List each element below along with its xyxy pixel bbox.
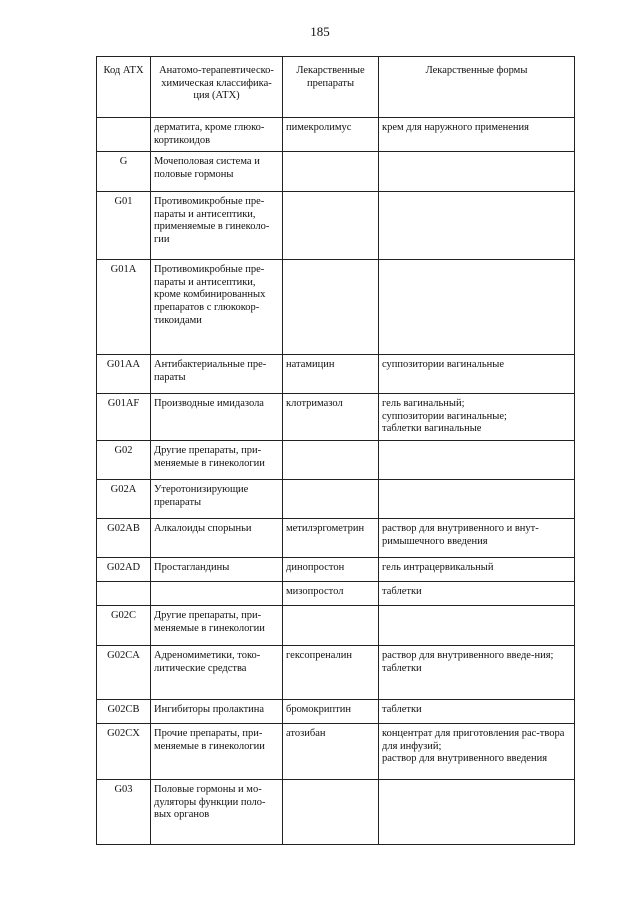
dosage-form-item: концентрат для приготовления рас-твора для инфузий; [382, 728, 565, 752]
dosage-form-cell [379, 606, 575, 646]
dosage-form-cell [379, 394, 575, 441]
drug-cell: метилэргометрин [283, 519, 379, 558]
dosage-form-cell [379, 724, 575, 780]
drug-cell: мизопростол [283, 582, 379, 606]
header-drugs: Лекарственные препараты [283, 57, 379, 118]
classification-cell [151, 582, 283, 606]
drug-cell [283, 606, 379, 646]
atc-code-cell [97, 582, 151, 606]
dosage-form-cell [379, 582, 575, 606]
dosage-form-item: суппозитории вагинальные [382, 359, 504, 371]
table-row [97, 480, 575, 519]
dosage-form-cell [379, 355, 575, 394]
table-row [97, 260, 575, 355]
drug-cell [283, 152, 379, 192]
table-row [97, 441, 575, 480]
header-atc-code: Код АТХ [97, 57, 151, 118]
classification-cell: Половые гормоны и мо-дуляторы функции поло-вых органов [151, 780, 283, 845]
classification-cell: Производные имидазола [151, 394, 283, 441]
table-row [97, 355, 575, 394]
table-row [97, 192, 575, 260]
dosage-form-cell [379, 519, 575, 558]
header-dosage-forms: Лекарственные формы [379, 57, 575, 118]
dosage-form-item: крем для наружного применения [382, 122, 530, 133]
dosage-form-item: суппозитории вагинальные; [382, 410, 507, 422]
table-row [97, 519, 575, 558]
drug-cell: динопростон [283, 558, 379, 582]
table-row [97, 152, 575, 192]
atc-code-cell: G03 [97, 780, 151, 845]
classification-cell: Адреномиметики, токо-литические средства [151, 646, 283, 700]
table-row [97, 606, 575, 646]
classification-cell: Алкалоиды спорыньи [151, 519, 283, 558]
dosage-form-item: таблетки [382, 704, 422, 716]
dosage-form-item: таблетки [382, 662, 422, 674]
atc-code-cell: G02AB [97, 519, 151, 558]
classification-cell: Простагландины [151, 558, 283, 582]
drug-cell: бромокриптин [283, 700, 379, 724]
dosage-form-item: таблетки вагинальные [382, 423, 482, 435]
page-number: 185 [310, 24, 330, 39]
dosage-form-cell [379, 441, 575, 480]
drug-cell: пимекролимус [283, 118, 379, 152]
dosage-form-item: раствор для внутривенного и внут-римышечного введения [382, 523, 539, 547]
atc-code-cell: G02CX [97, 724, 151, 780]
dosage-form-cell [379, 118, 575, 152]
atc-code-cell: G02CA [97, 646, 151, 700]
drug-cell [283, 780, 379, 845]
classification-cell: Мочеполовая система и половые гормоны [151, 152, 283, 192]
atc-code-cell: G02CB [97, 700, 151, 724]
classification-cell: Прочие препараты, при-меняемые в гинекологии [151, 724, 283, 780]
table-row [97, 582, 575, 606]
classification-cell: Антибактериальные пре-параты [151, 355, 283, 394]
drug-cell: клотримазол [283, 394, 379, 441]
table-row [97, 394, 575, 441]
drug-cell [283, 441, 379, 480]
dosage-form-cell [379, 780, 575, 845]
dosage-form-item: раствор для внутривенного введения [382, 753, 548, 765]
atc-code-cell: G [97, 152, 151, 192]
dosage-form-item: гель интрацервикальный [382, 562, 494, 574]
classification-cell: Утеротонизирующие препараты [151, 480, 283, 519]
atc-code-cell: G02A [97, 480, 151, 519]
atc-code-cell: G01 [97, 192, 151, 260]
atc-code-cell: G01A [97, 260, 151, 355]
classification-cell: Противомикробные пре-параты и антисептики, применяемые в гинеколо-гии [151, 192, 283, 260]
classification-cell: Другие препараты, при-меняемые в гинекологии [151, 606, 283, 646]
table-row [97, 646, 575, 700]
table-row [97, 118, 575, 152]
table-row [97, 700, 575, 724]
table-row [97, 558, 575, 582]
drug-cell [283, 192, 379, 260]
atc-code-cell: G01AA [97, 355, 151, 394]
dosage-form-item: таблетки [382, 586, 422, 598]
classification-cell: дерматита, кроме глюко-кортикоидов [151, 118, 283, 152]
dosage-form-cell [379, 152, 575, 192]
table-row [97, 780, 575, 845]
drug-cell [283, 480, 379, 519]
drug-cell: натамицин [283, 355, 379, 394]
atc-code-cell [97, 118, 151, 152]
table-row [97, 724, 575, 780]
dosage-form-cell [379, 646, 575, 700]
drug-cell [283, 260, 379, 355]
classification-cell: Противомикробные пре-параты и антисептики, кроме комбинированных препаратов с глюкокор-тикоидами [151, 260, 283, 355]
drug-cell: атозибан [283, 724, 379, 780]
header-atc-classification: Анатомо-терапевтическо-химическая классифика-ция (АТХ) [151, 57, 283, 118]
dosage-form-item: гель вагинальный; [382, 398, 465, 410]
dosage-form-item: раствор для внутривенного введе-ния; [382, 650, 554, 662]
dosage-form-cell [379, 192, 575, 260]
atc-code-cell: G02 [97, 441, 151, 480]
atc-table [96, 56, 575, 845]
dosage-form-cell [379, 558, 575, 582]
table-body [97, 118, 575, 845]
dosage-form-cell [379, 700, 575, 724]
classification-cell: Ингибиторы пролактина [151, 700, 283, 724]
classification-cell: Другие препараты, при-меняемые в гинекологии [151, 441, 283, 480]
dosage-form-cell [379, 480, 575, 519]
atc-code-cell: G01AF [97, 394, 151, 441]
dosage-form-cell [379, 260, 575, 355]
atc-code-cell: G02AD [97, 558, 151, 582]
atc-code-cell: G02C [97, 606, 151, 646]
table-header-row [97, 57, 575, 118]
drug-cell: гексопреналин [283, 646, 379, 700]
